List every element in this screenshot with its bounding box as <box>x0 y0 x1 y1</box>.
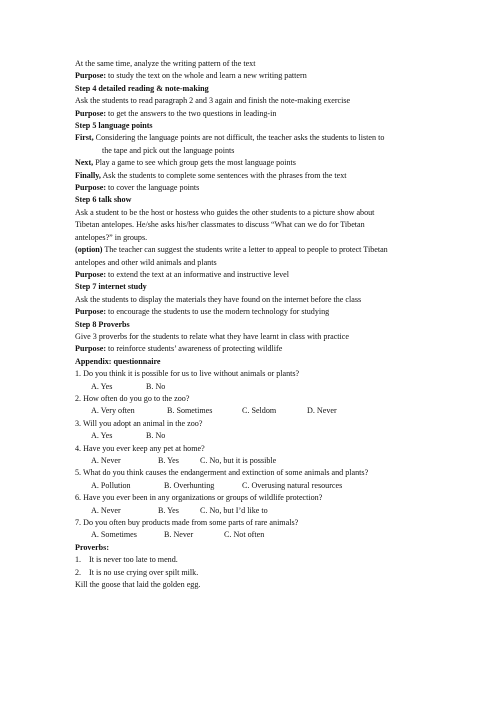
option: C. Seldom <box>242 406 277 416</box>
question-options <box>75 405 435 417</box>
question-options <box>75 529 435 541</box>
purpose-line <box>75 343 435 355</box>
option-text: The teacher can suggest the students write a letter to appeal to people to protect Tibetan <box>102 245 388 255</box>
proverb-text: It is no use crying over spilt milk. <box>89 567 199 577</box>
step-label: First, <box>75 133 94 143</box>
step-heading: Step 5 language points <box>75 121 153 131</box>
text-line: the tape and pick out the language points <box>102 145 235 155</box>
proverb-item <box>75 567 435 579</box>
question-text: 7. Do you often buy products made from some parts of rare animals? <box>75 518 299 528</box>
question-text: 4. Have you ever keep any pet at home? <box>75 443 205 453</box>
option: C. No, but it is possible <box>200 456 277 465</box>
text-line: antelopes?” in groups. <box>75 232 148 242</box>
option: B. Overhunting <box>164 480 215 490</box>
purpose-label: Purpose: <box>75 108 107 118</box>
purpose-text: to cover the language points <box>106 183 200 193</box>
question-text: 3. Will you adopt an animal in the zoo? <box>75 418 203 428</box>
text-line <box>75 170 435 182</box>
appendix-heading: Appendix: questionnaire <box>75 356 161 366</box>
option: B. Sometimes <box>167 406 213 416</box>
text-line: Ask the students to read paragraph 2 and 3 again and finish the note-making exercise <box>75 96 351 106</box>
text-line: antelopes and other wild animals and plants <box>75 257 217 267</box>
text-line: Give 3 proverbs for the students to relate what they have learnt in class with practice <box>75 331 349 341</box>
step-heading: Step 8 Proverbs <box>75 319 130 329</box>
purpose-text: to extend the text at an informative and instructive level <box>106 269 289 279</box>
option: D. Never <box>307 406 337 416</box>
step-text: Ask the students to complete some sentences with the phrases from the text <box>100 170 347 180</box>
option: C. Overusing natural resources <box>242 480 343 490</box>
step-label: Finally, <box>75 170 101 180</box>
question-options <box>75 381 435 393</box>
option: C. Not often <box>224 530 265 540</box>
option: B. Yes <box>158 505 179 515</box>
purpose-line <box>75 70 435 82</box>
question-text: 5. What do you think causes the endangerment and extinction of some animals and plants? <box>75 468 369 478</box>
proverbs-heading: Proverbs: <box>75 542 110 552</box>
purpose-line <box>75 182 435 194</box>
option: B. No <box>146 381 166 391</box>
purpose-label: Purpose: <box>75 344 107 354</box>
purpose-text: to get the answers to the two questions in leading-in <box>106 108 277 118</box>
question-options <box>75 430 435 442</box>
option: C. No, but I’d like to <box>200 505 268 515</box>
option: A. Never <box>91 456 121 465</box>
option-label: (option) <box>75 245 103 255</box>
text-line: Ask a student to be the host or hostess who guides the other students to a picture show about <box>75 207 375 217</box>
option: A. Sometimes <box>91 530 137 540</box>
option: A. Yes <box>91 431 113 441</box>
step-text: Play a game to see which group gets the most language points <box>93 158 296 168</box>
proverb-item: Kill the goose that laid the golden egg. <box>75 580 201 590</box>
text-line <box>75 244 435 256</box>
purpose-text: to encourage the students to use the modern technology for studying <box>106 307 330 317</box>
proverb-number: 1. <box>75 555 82 565</box>
step-heading: Step 4 detailed reading & note-making <box>75 83 209 93</box>
step-text: Considering the language points are not difficult, the teacher asks the students to listen to <box>93 133 385 143</box>
purpose-label: Purpose: <box>75 307 107 317</box>
option: A. Never <box>91 505 121 515</box>
option: B. Never <box>164 530 194 540</box>
purpose-line <box>75 108 435 120</box>
purpose-line <box>75 269 435 281</box>
purpose-label: Purpose: <box>75 183 107 193</box>
step-label: Next, <box>75 158 94 168</box>
question-text: 1. Do you think it is possible for us to live without animals or plants? <box>75 369 300 379</box>
purpose-label: Purpose: <box>75 71 107 81</box>
question-options <box>75 480 435 492</box>
purpose-label: Purpose: <box>75 269 107 279</box>
question-text: 2. How often do you go to the zoo? <box>75 393 190 403</box>
proverb-item <box>75 554 435 566</box>
text-line <box>75 132 435 144</box>
document-page <box>75 58 435 591</box>
purpose-text: to reinforce students’ awareness of protecting wildlife <box>106 344 283 354</box>
option: B. No <box>146 431 166 441</box>
purpose-line <box>75 306 435 318</box>
question-text: 6. Have you ever been in any organizations or groups of wildlife protection? <box>75 493 323 503</box>
step-heading: Step 7 internet study <box>75 282 147 292</box>
step-heading: Step 6 talk show <box>75 195 132 205</box>
text-line: At the same time, analyze the writing pattern of the text <box>75 59 256 68</box>
proverb-text: It is never too late to mend. <box>89 555 178 565</box>
text-line <box>75 157 435 169</box>
question-options <box>75 455 435 467</box>
text-line: Ask the students to display the materials they have found on the internet before the class <box>75 294 362 304</box>
purpose-text: to study the text on the whole and learn a new writing pattern <box>106 71 307 81</box>
text-line: Tibetan antelopes. He/she asks his/her classmates to discuss “What can we do for Tibetan <box>75 220 365 230</box>
option: A. Yes <box>91 381 113 391</box>
option: B. Yes <box>158 456 179 465</box>
question-options <box>75 505 435 517</box>
proverb-number: 2. <box>75 567 82 577</box>
option: A. Pollution <box>91 480 131 490</box>
option: A. Very often <box>91 406 135 416</box>
